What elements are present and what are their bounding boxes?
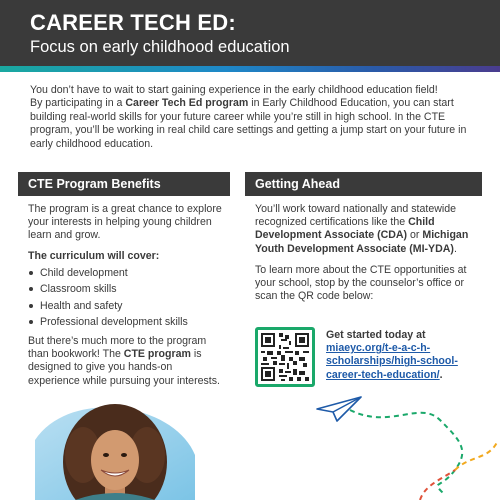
closing-text-a: But there’s much more to the program than bookwork! The bbox=[28, 335, 207, 361]
program-link[interactable]: miaeyc.org/t-e-a-c-h-scholarships/high-school-career-tech-education/ bbox=[326, 342, 458, 381]
benefits-heading: CTE Program Benefits bbox=[18, 172, 230, 196]
list-item: Child development bbox=[28, 265, 188, 281]
closing-text-c: is designed to give you hands-on experience while pursuing your interests. bbox=[28, 348, 220, 387]
intro-program-name: Career Tech Ed program bbox=[125, 97, 249, 110]
curriculum-label: The curriculum will cover: bbox=[28, 250, 160, 262]
list-item: Health and safety bbox=[28, 298, 188, 314]
cta-period: . bbox=[439, 368, 443, 381]
cta-label: Get started today at bbox=[326, 329, 426, 341]
student-illustration bbox=[35, 400, 195, 500]
list-item: Professional development skills bbox=[28, 314, 188, 330]
page-subtitle: Focus on early childhood education bbox=[30, 38, 290, 56]
page-title: CAREER TECH ED: bbox=[30, 10, 236, 35]
list-item: Classroom skills bbox=[28, 281, 188, 297]
cert-text-a: You’ll work toward nationally and statewide recognized certifications like the bbox=[255, 203, 457, 229]
cert-mi-yda: Michigan Youth Development Associate (MI-YDA) bbox=[255, 229, 469, 255]
learn-more-paragraph: To learn more about the CTE opportunities at your school, stop by the counselor’s office or scan the QR code below: bbox=[255, 264, 467, 303]
paper-plane-icon bbox=[315, 395, 365, 425]
cert-cda: Child Development Associate (CDA) bbox=[255, 216, 435, 242]
getting-ahead-heading: Getting Ahead bbox=[245, 172, 482, 196]
intro-line1: You don’t have to wait to start gaining experience in the early childhood education field! bbox=[30, 84, 438, 96]
benefits-paragraph: The program is a great chance to explore your interests in helping young children learn and grow. bbox=[28, 203, 222, 242]
cert-text-end: . bbox=[453, 242, 457, 255]
intro-text-a: By participating in a bbox=[30, 97, 126, 110]
intro-text-c: in Early Childhood Education, you can start building real-world skills for your future career while you’re still in high school. In the CTE program, you’ll be working in real child care settings and getting a jump start on your future in early childhood education. bbox=[30, 97, 467, 150]
student-photo bbox=[35, 400, 195, 500]
closing-program-name: CTE program bbox=[123, 348, 191, 361]
cert-text-or: or bbox=[407, 229, 423, 242]
